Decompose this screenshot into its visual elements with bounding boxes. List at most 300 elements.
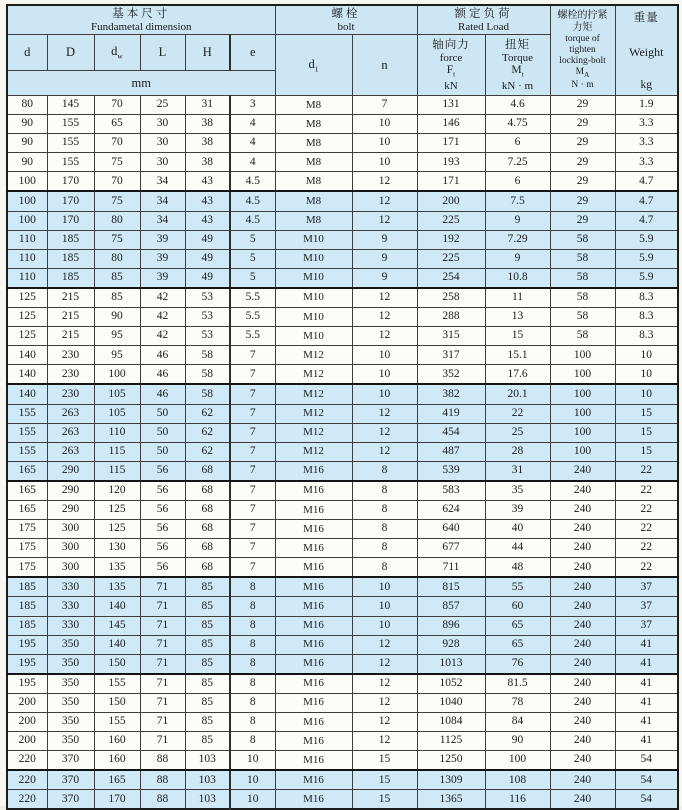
cell: 4 <box>230 153 275 172</box>
cell: 29 <box>550 153 615 172</box>
cell: 215 <box>47 288 94 308</box>
weight-unit: kg <box>640 78 653 91</box>
header-locking-torque <box>550 5 615 96</box>
cell: 6 <box>485 172 550 192</box>
cell: 4.5 <box>230 172 275 192</box>
cell: 7 <box>230 384 275 404</box>
cell: 583 <box>417 481 485 501</box>
cell: 35 <box>485 481 550 501</box>
cell: 81.5 <box>485 674 550 694</box>
cell: 193 <box>417 153 485 172</box>
cell: 125 <box>7 308 47 327</box>
cell: 108 <box>485 770 550 790</box>
cell: 37 <box>615 616 678 635</box>
cell: 46 <box>140 365 185 385</box>
cell: 8.3 <box>615 288 678 308</box>
cell: 85 <box>185 732 230 751</box>
cell: 78 <box>485 693 550 712</box>
cell: 350 <box>47 713 94 732</box>
cell: 70 <box>94 96 140 115</box>
cell: 230 <box>47 346 94 365</box>
table-row <box>7 770 678 790</box>
table-row <box>7 384 678 404</box>
cell: 58 <box>185 346 230 365</box>
cell: M12 <box>275 423 352 442</box>
cell: 7.29 <box>485 230 550 249</box>
cell: 4.7 <box>615 211 678 230</box>
cell: M12 <box>275 384 352 404</box>
cell: 382 <box>417 384 485 404</box>
cell: M8 <box>275 134 352 153</box>
cell: M16 <box>275 654 352 674</box>
cell: 58 <box>550 308 615 327</box>
cell: 7 <box>230 558 275 578</box>
cell: 110 <box>94 423 140 442</box>
cell: 68 <box>185 500 230 519</box>
cell: 103 <box>185 770 230 790</box>
cell: 140 <box>7 365 47 385</box>
cell: 65 <box>485 616 550 635</box>
cell: M8 <box>275 172 352 192</box>
cell: 815 <box>417 577 485 597</box>
cell: 258 <box>417 288 485 308</box>
cell: 487 <box>417 442 485 461</box>
cell: M12 <box>275 346 352 365</box>
col-header-force <box>417 35 485 96</box>
cell: 58 <box>550 288 615 308</box>
cell: 54 <box>615 790 678 810</box>
cell: 37 <box>615 597 678 616</box>
cell: 1084 <box>417 713 485 732</box>
cell: 100 <box>550 423 615 442</box>
cell: 165 <box>7 481 47 501</box>
cell: 300 <box>47 520 94 539</box>
cell: 454 <box>417 423 485 442</box>
cell: 100 <box>550 384 615 404</box>
cell: 7 <box>230 423 275 442</box>
cell: 80 <box>94 249 140 268</box>
cell: 7.25 <box>485 153 550 172</box>
cell: 39 <box>140 268 185 288</box>
cell: 22 <box>485 404 550 423</box>
cell: 240 <box>550 577 615 597</box>
cell: 68 <box>185 520 230 539</box>
cell: 240 <box>550 558 615 578</box>
cell: M16 <box>275 461 352 481</box>
cell: 140 <box>7 384 47 404</box>
cell: 1013 <box>417 654 485 674</box>
cell: 29 <box>550 134 615 153</box>
cell: 15 <box>352 770 417 790</box>
cell: 85 <box>185 674 230 694</box>
cell: 58 <box>185 365 230 385</box>
cell: 39 <box>485 500 550 519</box>
cell: 20.1 <box>485 384 550 404</box>
cell: 3.3 <box>615 153 678 172</box>
cell: 3.3 <box>615 134 678 153</box>
cell: 7 <box>230 539 275 558</box>
cell: 58 <box>550 268 615 288</box>
table-row <box>7 230 678 249</box>
cell: 49 <box>185 249 230 268</box>
cell: 12 <box>352 713 417 732</box>
force-unit: kN <box>444 80 458 93</box>
cell: 8 <box>230 693 275 712</box>
cell: 70 <box>94 134 140 153</box>
cell: 12 <box>352 423 417 442</box>
cell: 84 <box>485 713 550 732</box>
cell: 105 <box>94 384 140 404</box>
cell: 12 <box>352 211 417 230</box>
cell: 9 <box>352 249 417 268</box>
cell: M16 <box>275 577 352 597</box>
cell: 62 <box>185 423 230 442</box>
cell: 13 <box>485 308 550 327</box>
col-header-d1: $d_1$ <box>275 35 352 96</box>
cell: 12 <box>352 654 417 674</box>
cell: 185 <box>7 577 47 597</box>
cell: 10 <box>230 770 275 790</box>
cell: M10 <box>275 308 352 327</box>
cell: M16 <box>275 732 352 751</box>
cell: 15 <box>485 327 550 346</box>
cell: 75 <box>94 230 140 249</box>
cell: 165 <box>7 500 47 519</box>
table-row <box>7 346 678 365</box>
cell: 15 <box>352 751 417 771</box>
cell: M8 <box>275 211 352 230</box>
cell: 90 <box>7 153 47 172</box>
force-label-en: force <box>439 51 463 64</box>
cell: 71 <box>140 674 185 694</box>
cell: 80 <box>94 211 140 230</box>
cell: 7 <box>230 404 275 423</box>
cell: 10.8 <box>485 268 550 288</box>
cell: 10 <box>352 597 417 616</box>
cell: 155 <box>94 674 140 694</box>
cell: 4.75 <box>485 115 550 134</box>
cell: 85 <box>185 616 230 635</box>
cell: 135 <box>94 558 140 578</box>
weight-label-zh: 重量 <box>633 11 659 24</box>
cell: 115 <box>94 461 140 481</box>
locking-label-en2: tighten <box>569 45 596 56</box>
cell: 88 <box>140 770 185 790</box>
cell: 3 <box>230 96 275 115</box>
cell: 29 <box>550 191 615 211</box>
cell: 41 <box>615 635 678 654</box>
cell: 71 <box>140 732 185 751</box>
cell: M8 <box>275 153 352 172</box>
cell: 56 <box>140 481 185 501</box>
cell: 225 <box>417 211 485 230</box>
cell: 10 <box>352 365 417 385</box>
cell: 200 <box>417 191 485 211</box>
col-header-torque <box>485 35 550 96</box>
cell: 7 <box>230 346 275 365</box>
cell: 12 <box>352 191 417 211</box>
cell: 192 <box>417 230 485 249</box>
cell: 85 <box>185 577 230 597</box>
cell: 15 <box>615 442 678 461</box>
col-header-H: H <box>185 35 230 71</box>
cell: 80 <box>7 96 47 115</box>
table-row <box>7 404 678 423</box>
cell: 90 <box>485 732 550 751</box>
table-row <box>7 790 678 810</box>
table-row <box>7 713 678 732</box>
cell: 9 <box>352 230 417 249</box>
cell: 300 <box>47 539 94 558</box>
table-row <box>7 211 678 230</box>
cell: 10 <box>352 346 417 365</box>
cell: 185 <box>7 597 47 616</box>
cell: 103 <box>185 790 230 810</box>
cell: 30 <box>140 153 185 172</box>
locking-unit: N · m <box>571 79 594 90</box>
cell: 240 <box>550 693 615 712</box>
cell: 12 <box>352 693 417 712</box>
cell: 10 <box>352 153 417 172</box>
table-row <box>7 500 678 519</box>
cell: M16 <box>275 674 352 694</box>
load-label-en: Rated Load <box>458 21 510 33</box>
cell: 240 <box>550 635 615 654</box>
cell: 42 <box>140 308 185 327</box>
cell: 185 <box>47 268 94 288</box>
cell: 110 <box>7 230 47 249</box>
cell: 4 <box>230 134 275 153</box>
cell: 43 <box>185 191 230 211</box>
table-row <box>7 268 678 288</box>
cell: 155 <box>47 153 94 172</box>
cell: 135 <box>94 577 140 597</box>
cell: 8 <box>230 616 275 635</box>
dimension-label-en: Fundametal dimension <box>91 21 192 33</box>
cell: M16 <box>275 520 352 539</box>
cell: 170 <box>47 172 94 192</box>
cell: 155 <box>47 134 94 153</box>
cell: 39 <box>140 230 185 249</box>
cell: 1309 <box>417 770 485 790</box>
cell: 110 <box>7 249 47 268</box>
cell: 125 <box>94 520 140 539</box>
cell: 195 <box>7 635 47 654</box>
cell: 85 <box>94 268 140 288</box>
cell: 9 <box>352 268 417 288</box>
cell: 34 <box>140 191 185 211</box>
cell: M10 <box>275 327 352 346</box>
cell: 42 <box>140 288 185 308</box>
locking-label-zh1: 螺栓的拧紧 <box>557 10 608 22</box>
cell: 6 <box>485 134 550 153</box>
cell: 29 <box>550 96 615 115</box>
table-row <box>7 365 678 385</box>
cell: 7 <box>230 520 275 539</box>
table-header <box>7 5 678 96</box>
cell: 90 <box>7 134 47 153</box>
cell: 8.3 <box>615 308 678 327</box>
cell: 300 <box>47 558 94 578</box>
cell: 240 <box>550 790 615 810</box>
cell: 4.5 <box>230 211 275 230</box>
locking-label-zh2: 力矩 <box>572 22 593 34</box>
table-row <box>7 693 678 712</box>
table-row <box>7 96 678 115</box>
cell: M16 <box>275 713 352 732</box>
cell: 171 <box>417 172 485 192</box>
cell: 58 <box>550 327 615 346</box>
cell: 71 <box>140 616 185 635</box>
dimension-label-zh: 基本尺寸 <box>112 8 171 20</box>
cell: 56 <box>140 558 185 578</box>
cell: 240 <box>550 520 615 539</box>
cell: 1040 <box>417 693 485 712</box>
cell: 1250 <box>417 751 485 771</box>
cell: 46 <box>140 346 185 365</box>
bolt-label-en: bolt <box>337 21 355 33</box>
cell: 175 <box>7 558 47 578</box>
cell: 155 <box>7 442 47 461</box>
locking-label-en3: locking-bolt <box>559 56 606 67</box>
table-row <box>7 308 678 327</box>
load-label-zh: 额定负荷 <box>454 8 513 20</box>
cell: 71 <box>140 693 185 712</box>
table-row <box>7 288 678 308</box>
cell: 12 <box>352 404 417 423</box>
cell: 8.3 <box>615 327 678 346</box>
cell: 34 <box>140 211 185 230</box>
cell: M12 <box>275 365 352 385</box>
torque-unit: kN · m <box>501 80 534 93</box>
cell: 41 <box>615 693 678 712</box>
cell: M12 <box>275 442 352 461</box>
table-row <box>7 539 678 558</box>
col-header-e: e <box>230 35 275 71</box>
cell: 125 <box>7 327 47 346</box>
force-symbol: $F_t$ <box>446 63 456 79</box>
cell: 8 <box>230 635 275 654</box>
cell: 29 <box>550 172 615 192</box>
cell: 170 <box>94 790 140 810</box>
cell: 155 <box>7 404 47 423</box>
cell: 240 <box>550 751 615 771</box>
torque-symbol: $M_t$ <box>511 63 524 79</box>
cell: 38 <box>185 115 230 134</box>
table-row <box>7 558 678 578</box>
cell: 240 <box>550 674 615 694</box>
table-row <box>7 481 678 501</box>
table-row <box>7 461 678 481</box>
cell: 125 <box>94 500 140 519</box>
cell: 12 <box>352 732 417 751</box>
header-group-bolt <box>275 5 417 35</box>
cell: 116 <box>485 790 550 810</box>
cell: 146 <box>417 115 485 134</box>
cell: 220 <box>7 751 47 771</box>
cell: 95 <box>94 346 140 365</box>
cell: 240 <box>550 616 615 635</box>
cell: 290 <box>47 500 94 519</box>
cell: 3.3 <box>615 115 678 134</box>
table-row <box>7 654 678 674</box>
cell: 5.5 <box>230 288 275 308</box>
cell: 88 <box>140 751 185 771</box>
cell: 25 <box>140 96 185 115</box>
col-header-dw: $d_w$ <box>94 35 140 71</box>
cell: 41 <box>615 674 678 694</box>
cell: 240 <box>550 713 615 732</box>
cell: 31 <box>485 461 550 481</box>
cell: 7 <box>230 481 275 501</box>
spec-table <box>6 4 679 810</box>
cell: 12 <box>352 327 417 346</box>
cell: 8 <box>352 539 417 558</box>
cell: 8 <box>352 520 417 539</box>
table-row <box>7 732 678 751</box>
cell: 88 <box>140 790 185 810</box>
header-group-rated-load <box>417 5 550 35</box>
unit-row-mm: mm <box>7 71 275 96</box>
cell: 34 <box>140 172 185 192</box>
cell: M10 <box>275 249 352 268</box>
cell: 44 <box>485 539 550 558</box>
cell: 155 <box>7 423 47 442</box>
cell: M16 <box>275 635 352 654</box>
cell: 12 <box>352 172 417 192</box>
cell: 1365 <box>417 790 485 810</box>
cell: 240 <box>550 539 615 558</box>
cell: 11 <box>485 288 550 308</box>
table-row <box>7 153 678 172</box>
cell: 200 <box>7 732 47 751</box>
cell: 68 <box>185 558 230 578</box>
cell: 71 <box>140 654 185 674</box>
cell: 12 <box>352 635 417 654</box>
cell: 4.7 <box>615 172 678 192</box>
cell: 22 <box>615 539 678 558</box>
cell: 240 <box>550 461 615 481</box>
cell: 12 <box>352 442 417 461</box>
cell: 7 <box>230 500 275 519</box>
cell: 58 <box>550 249 615 268</box>
cell: 42 <box>140 327 185 346</box>
cell: 22 <box>615 558 678 578</box>
cell: 352 <box>417 365 485 385</box>
cell: 54 <box>615 751 678 771</box>
cell: 10 <box>352 134 417 153</box>
table-row <box>7 172 678 192</box>
cell: 1.9 <box>615 96 678 115</box>
table-row <box>7 635 678 654</box>
cell: 5 <box>230 230 275 249</box>
cell: 46 <box>140 384 185 404</box>
cell: 350 <box>47 732 94 751</box>
cell: 85 <box>94 288 140 308</box>
table-row <box>7 616 678 635</box>
cell: 68 <box>185 461 230 481</box>
cell: 71 <box>140 713 185 732</box>
table-row <box>7 423 678 442</box>
cell: 160 <box>94 732 140 751</box>
cell: 896 <box>417 616 485 635</box>
cell: 330 <box>47 577 94 597</box>
cell: 290 <box>47 481 94 501</box>
cell: 85 <box>185 654 230 674</box>
cell: 185 <box>47 230 94 249</box>
table-row <box>7 597 678 616</box>
cell: 317 <box>417 346 485 365</box>
